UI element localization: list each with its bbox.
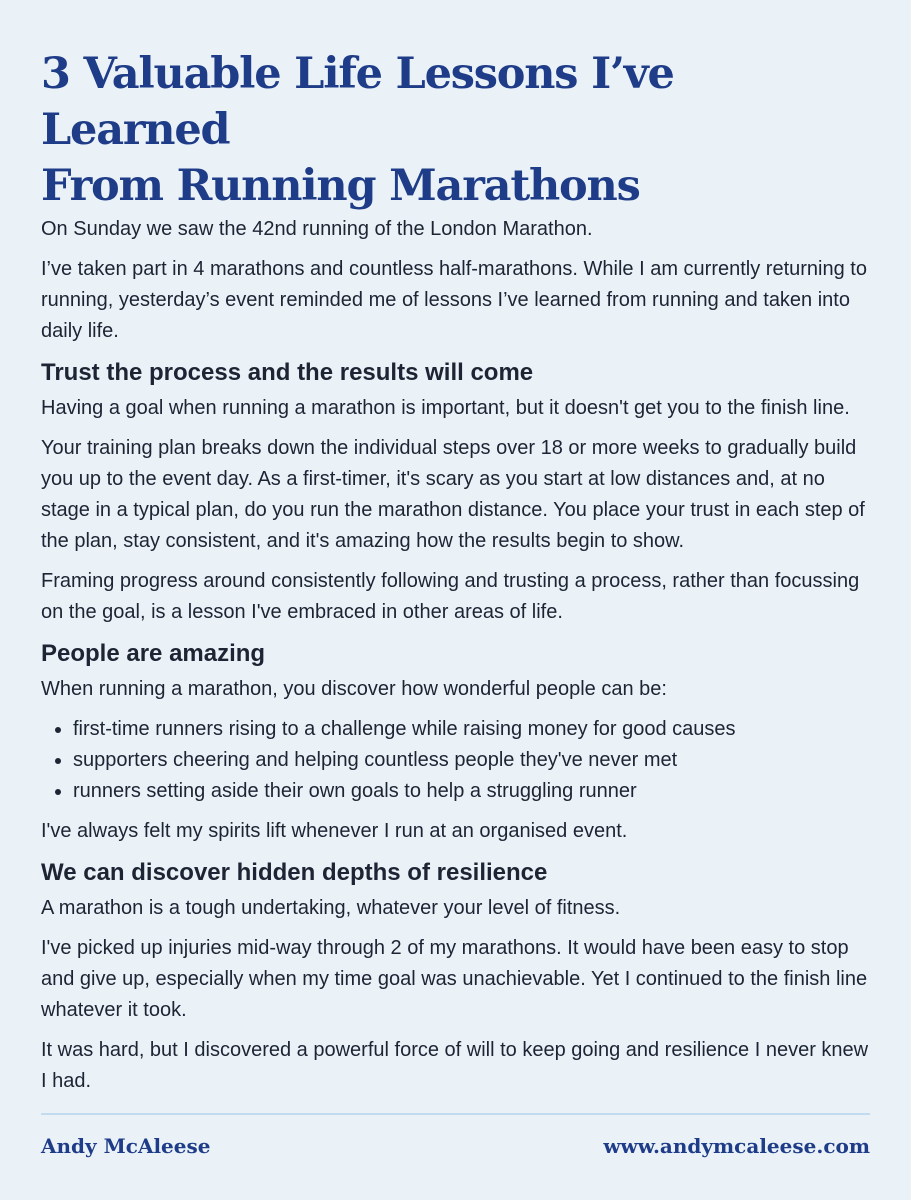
- list-item: • first-time runners rising to a challenge while raising money for good causes: [73, 714, 870, 745]
- section-paragraph: I've picked up injuries mid-way through 2 of my marathons. It would have been easy to stop and give up, especially when my time goal was unachievable. Yet I continued to the finish line whatever it took.: [41, 937, 868, 1021]
- intro-paragraph-2: I’ve taken part in 4 marathons and countless half-marathons. While I am currently returning to running, yesterday’s event reminded me of lessons I’ve learned from running and taken into daily life.: [41, 258, 867, 342]
- list-item: • supporters cheering and helping countless people they've never met: [73, 745, 870, 776]
- section-paragraph: Framing progress around consistently following and trusting a process, rather than focussing on the goal, is a lesson I've embraced in other areas of life.: [41, 570, 860, 623]
- section-paragraph: A marathon is a tough undertaking, whatever your level of fitness.: [41, 897, 621, 919]
- section-trust-the-process: [41, 356, 870, 628]
- intro-paragraph-1: On Sunday we saw the 42nd running of the London Marathon.: [41, 218, 593, 240]
- author-name: Andy McAleese: [41, 1134, 211, 1158]
- list-item: • runners setting aside their own goals to help a struggling runner: [73, 776, 870, 807]
- footer: [41, 1113, 870, 1159]
- section-paragraph: Having a goal when running a marathon is important, but it doesn't get you to the finish line.: [41, 397, 850, 419]
- section-heading: People are amazing: [41, 640, 266, 667]
- section-paragraph: Your training plan breaks down the individual steps over 18 or more weeks to gradually build you up to the event day. As a first-timer, it's scary as you start at low distances and, at no stage in a typical plan, do you run the marathon distance. You place your trust in each step of the plan, stay consistent, and it's amazing how the results begin to show.: [41, 437, 865, 552]
- section-people-are-amazing: [41, 637, 870, 847]
- section-heading: We can discover hidden depths of resilience: [41, 859, 548, 886]
- section-paragraph: It was hard, but I discovered a powerful force of will to keep going and resilience I never knew I had.: [41, 1039, 869, 1092]
- website-link[interactable]: www.andymcaleese.com: [603, 1134, 870, 1158]
- section-closing: I've always felt my spirits lift whenever I run at an organised event.: [41, 820, 628, 842]
- title-line-2: From Running Marathons: [41, 161, 640, 211]
- title-line-1: 3 Valuable Life Lessons I’ve Learned: [41, 49, 674, 155]
- article-title: [41, 46, 870, 214]
- section-lead: When running a marathon, you discover how wonderful people can be:: [41, 678, 667, 700]
- bullet-list: [41, 714, 870, 807]
- section-heading: Trust the process and the results will come: [41, 359, 534, 386]
- section-resilience: [41, 856, 870, 1097]
